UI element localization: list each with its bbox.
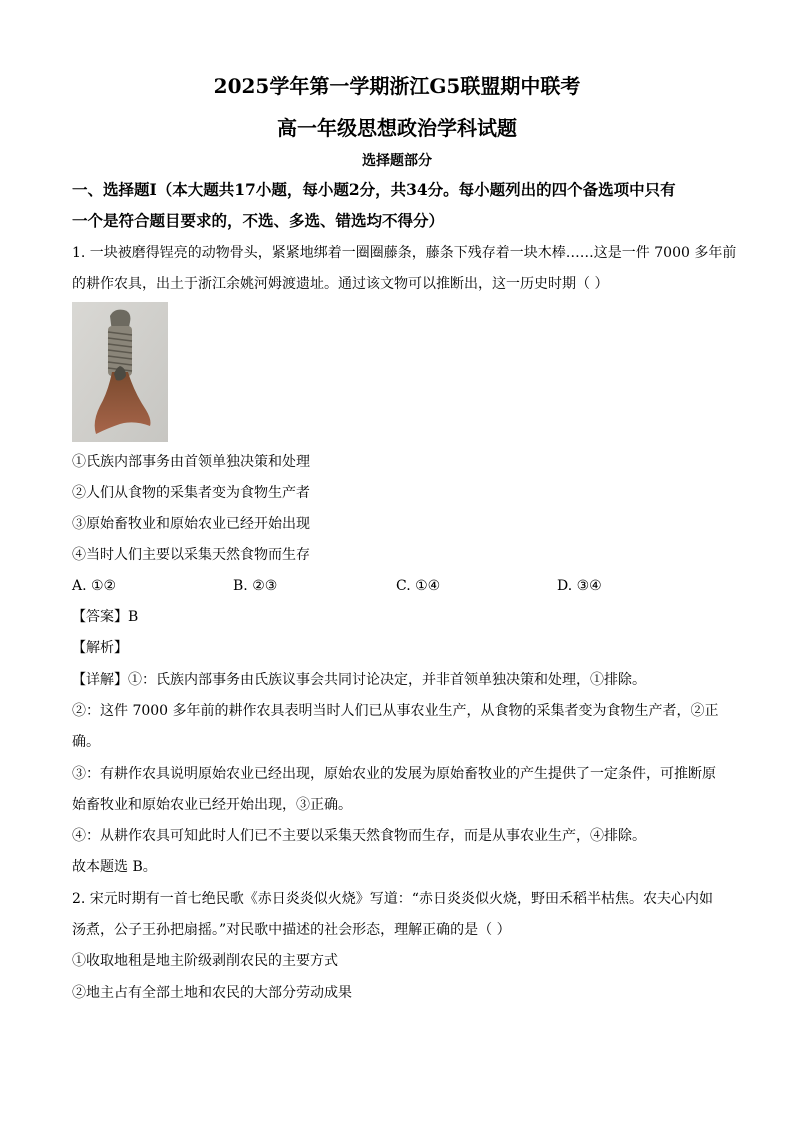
q2-stem-line-1: 2. 宋元时期有一首七绝民歌《赤日炎炎似火烧》写道：“赤日炎炎似火烧，野田禾稻半枯焦。农夫心内如 <box>72 891 713 907</box>
q1-detail-line-1: 【详解】①：氏族内部事务由氏族议事会共同讨论决定，并非首领单独决策和处理，①排除。 <box>72 672 646 688</box>
q1-option-c: C. ①④ <box>396 578 441 594</box>
section-heading-line-1: 一、选择题Ⅰ（本大题共17小题，每小题2分，共34分。每小题列出的四个备选项中只有 <box>72 180 676 199</box>
q1-detail-line-2: ②：这件 7000 多年前的耕作农具表明当时人们已从事农业生产，从食物的采集者变为食物生产者，②正 <box>72 703 719 719</box>
q1-statement-3: ③原始畜牧业和原始农业已经开始出现 <box>72 516 310 532</box>
q2-statement-1: ①收取地租是地主阶级剥削农民的主要方式 <box>72 953 338 969</box>
q2-stem-line-2: 汤煮，公子王孙把扇摇。”对民歌中描述的社会形态，理解正确的是（ ） <box>72 922 511 938</box>
q1-option-b: B. ②③ <box>233 578 278 594</box>
q1-detail-line-6: ④：从耕作农具可知此时人们已不主要以采集天然食物而生存，而是从事农业生产，④排除。 <box>72 828 646 844</box>
q1-detail-line-5: 始畜牧业和原始农业已经开始出现，③正确。 <box>72 797 352 813</box>
q1-detail-line-4: ③：有耕作农具说明原始农业已经出现，原始农业的发展为原始畜牧业的产生提供了一定条件，可推断原 <box>72 766 716 782</box>
exam-title: 2025学年第一学期浙江G5联盟期中联考 <box>213 74 581 98</box>
q1-option-a: A. ①② <box>72 578 117 594</box>
q1-detail-line-3: 确。 <box>72 734 100 750</box>
bone-tool-photo <box>72 302 168 442</box>
q1-statement-1: ①氏族内部事务由首领单独决策和处理 <box>72 454 310 470</box>
bone-tool-image <box>72 302 168 442</box>
section-heading-line-2: 一个是符合题目要求的，不选、多选、错选均不得分） <box>72 211 445 230</box>
q1-statement-2: ②人们从食物的采集者变为食物生产者 <box>72 485 310 501</box>
q1-answer: 【答案】B <box>72 609 139 625</box>
q1-analysis-label: 【解析】 <box>72 640 128 656</box>
q1-detail-line-7: 故本题选 B。 <box>72 859 157 875</box>
q1-option-d: D. ③④ <box>557 578 602 594</box>
q1-stem-line-2: 的耕作农具，出土于浙江余姚河姆渡遗址。通过该文物可以推断出，这一历史时期（ ） <box>72 276 609 292</box>
part-heading: 选择题部分 <box>362 153 432 169</box>
q2-statement-2: ②地主占有全部土地和农民的大部分劳动成果 <box>72 985 352 1001</box>
exam-subtitle: 高一年级思想政治学科试题 <box>277 116 517 140</box>
q1-statement-4: ④当时人们主要以采集天然食物而生存 <box>72 547 310 563</box>
q1-stem-line-1: 1. 一块被磨得锃亮的动物骨头，紧紧地绑着一圈圈藤条，藤条下残存着一块木棒……这是一件 7000 多年前 <box>72 245 737 261</box>
